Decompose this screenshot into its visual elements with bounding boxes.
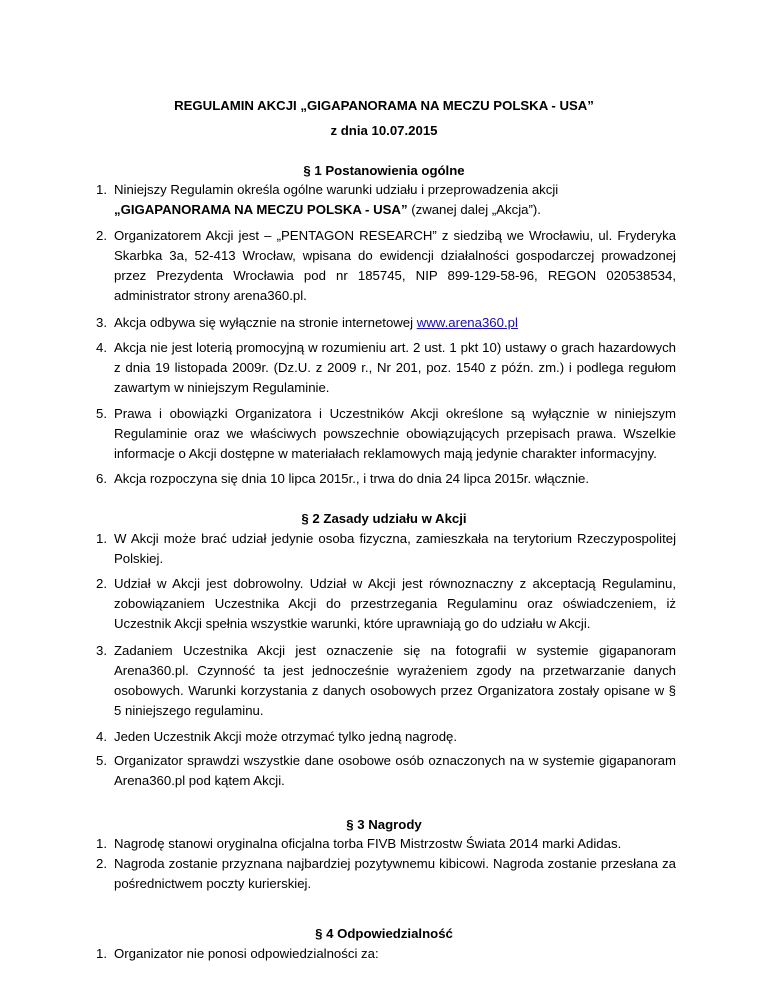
s2-item-3-number: 3.: [96, 643, 107, 658]
s2-item-2-number: 2.: [96, 576, 107, 591]
s1-item-6: Akcja rozpoczyna się dnia 10 lipca 2015r., i trwa do dnia 24 lipca 2015r. włącznie.: [114, 471, 590, 486]
s1-item-5-number: 5.: [96, 406, 107, 421]
s1-item-2-number: 2.: [96, 228, 107, 243]
s1-item-1: [114, 180, 676, 220]
s1-item-4-number: 4.: [96, 340, 107, 355]
s1-item-1-tail: (zwanej dalej „Akcja”).: [407, 202, 541, 217]
s1-item-1-action-name: „GIGAPANORAMA NA MECZU POLSKA - USA”: [114, 202, 408, 217]
s1-item-3-number: 3.: [96, 315, 107, 330]
s4-item-1-number: 1.: [96, 946, 107, 961]
s1-item-3: [114, 313, 676, 333]
s1-item-1-text: Niniejszy Regulamin określa ogólne warunki udziału i przeprowadzenia akcji: [114, 182, 559, 197]
s2-item-5: Organizator sprawdzi wszystkie dane osobowe osób oznaczonych na w systemie gigapanoram Arena360.pl pod kątem Akcji.: [114, 753, 676, 788]
s3-item-2-number: 2.: [96, 856, 107, 871]
document-title: REGULAMIN AKCJI „GIGAPANORAMA NA MECZU POLSKA - USA”: [174, 98, 594, 113]
section-3-heading: § 3 Nagrody: [346, 817, 422, 832]
s1-item-1-number: 1.: [96, 182, 107, 197]
section-4-heading: § 4 Odpowiedzialność: [315, 926, 453, 941]
s1-item-3-text: Akcja odbywa się wyłącznie na stronie internetowej: [114, 315, 417, 330]
s2-item-1-number: 1.: [96, 531, 107, 546]
s2-item-4-number: 4.: [96, 729, 107, 744]
s1-item-6-number: 6.: [96, 471, 107, 486]
s2-item-1: W Akcji może brać udział jedynie osoba fizyczna, zamieszkała na terytorium Rzeczypospolitej Polskiej.: [114, 531, 676, 566]
s3-item-1: Nagrodę stanowi oryginalna oficjalna torba FIVB Mistrzostw Świata 2014 marki Adidas.: [114, 836, 622, 851]
s2-item-2: Udział w Akcji jest dobrowolny. Udział w Akcji jest równoznaczny z akceptacją Regulaminu, zobowiązaniem Uczestnika Akcji do przestrzegania Regulaminu oraz oświadczeniem, iż Uczestnik Akcji spełnia wszystkie warunki, które uprawniają go do udziału w Akcji.: [114, 576, 676, 631]
s4-item-1: Organizator nie ponosi odpowiedzialności za:: [114, 946, 379, 961]
arena360-link[interactable]: www.arena360.pl: [416, 315, 518, 330]
s1-item-4: Akcja nie jest loterią promocyjną w rozumieniu art. 2 ust. 1 pkt 10) ustawy o grach hazardowych z dnia 19 listopada 2009r. (Dz.U. z 2009 r., Nr 201, poz. 1540 z późn. zm.) i podlega regułom zawartym w niniejszym Regulaminie.: [114, 340, 676, 395]
document-date: z dnia 10.07.2015: [330, 123, 438, 138]
section-1-heading: § 1 Postanowienia ogólne: [303, 163, 465, 178]
s1-item-2: Organizatorem Akcji jest – „PENTAGON RESEARCH” z siedzibą we Wrocławiu, ul. Fryderyka Skarbka 3a, 52-413 Wrocław, wpisana do ewidencji działalności gospodarczej prowadzonej przez Prezydenta Wrocławia pod nr 185745, NIP 899-129-58-96, REGON 020538534, administrator strony arena360.pl.: [114, 228, 676, 303]
section-2-heading: § 2 Zasady udziału w Akcji: [301, 511, 467, 526]
s3-item-1-number: 1.: [96, 836, 107, 851]
s1-item-5: Prawa i obowiązki Organizatora i Uczestników Akcji określone są wyłącznie w niniejszym Regulaminie oraz we właściwych powszechnie obowiązujących przepisach prawa. Wszelkie informacje o Akcji dostępne w materiałach reklamowych mają jedynie charakter informacyjny.: [114, 406, 676, 461]
s3-item-2: Nagroda zostanie przyznana najbardziej pozytywnemu kibicowi. Nagroda zostanie przesłana za pośrednictwem poczty kurierskiej.: [114, 856, 676, 891]
s2-item-3: Zadaniem Uczestnika Akcji jest oznaczenie się na fotografii w systemie gigapanoram Arena360.pl. Czynność ta jest jednocześnie wyrażeniem zgody na przetwarzanie danych osobowych. Warunki korzystania z danych osobowych przez Organizatora zostały opisane w § 5 niniejszego regulaminu.: [114, 643, 676, 718]
s2-item-5-number: 5.: [96, 753, 107, 768]
s2-item-4: Jeden Uczestnik Akcji może otrzymać tylko jedną nagrodę.: [114, 729, 458, 744]
